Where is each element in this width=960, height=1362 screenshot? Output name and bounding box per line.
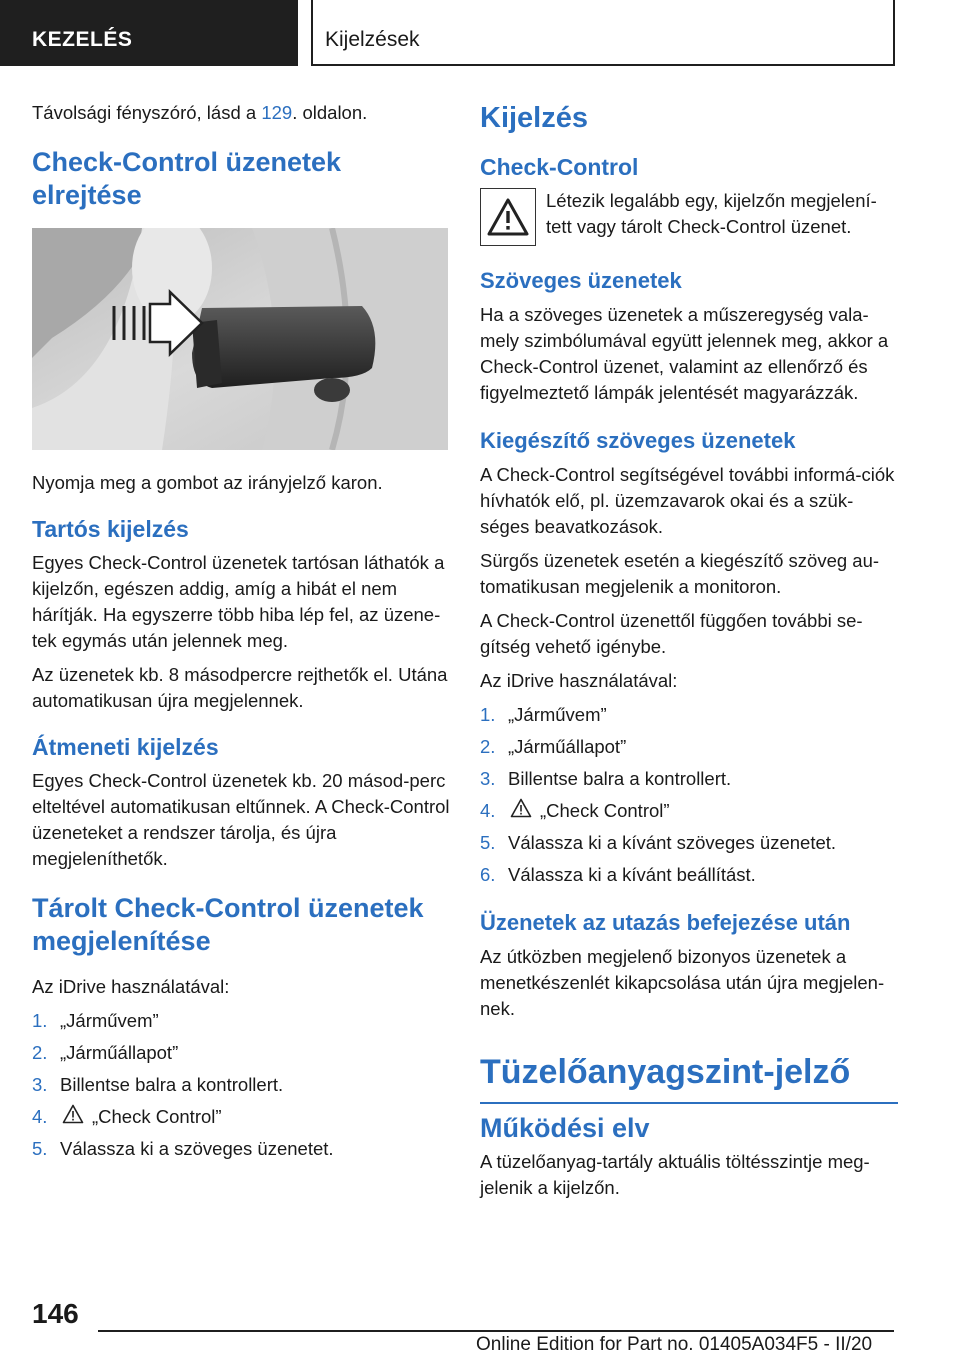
step-number: 5. bbox=[480, 832, 496, 853]
list-item bbox=[32, 1136, 450, 1162]
edition-note: Online Edition for Part no. 01405A034F5 - II/20 bbox=[476, 1334, 873, 1355]
list-item bbox=[480, 830, 898, 856]
warning-triangle-icon bbox=[486, 197, 530, 237]
list-item bbox=[480, 798, 898, 824]
list-item bbox=[32, 1040, 450, 1066]
list-item bbox=[32, 1072, 450, 1098]
step-number: 4. bbox=[32, 1106, 48, 1127]
section-tab: KEZELÉS bbox=[0, 0, 298, 66]
step-number: 1. bbox=[32, 1010, 48, 1031]
supp-steps-list bbox=[480, 702, 898, 888]
stored-intro: Az iDrive használatával: bbox=[32, 976, 230, 997]
list-item bbox=[480, 702, 898, 728]
heading-persistent: Tartós kijelzés bbox=[32, 516, 189, 542]
heading-text-messages: Szöveges üzenetek bbox=[480, 268, 682, 293]
step-text: Válassza ki a kívánt beállítást. bbox=[508, 864, 756, 885]
intro-text-end: . oldalon. bbox=[292, 102, 368, 123]
heading-after-trip: Üzenetek az utazás befejezése után bbox=[480, 910, 851, 935]
list-item bbox=[480, 862, 898, 888]
step-text: „Járműállapot” bbox=[508, 736, 627, 757]
footer-divider bbox=[98, 1330, 894, 1332]
heading-stored-messages: Tárolt Check-Control üzenetek megjelenítése bbox=[32, 893, 424, 956]
list-item bbox=[480, 734, 898, 760]
principle-paragraph: A tüzelőanyag-tartály aktuális töltésszintje meg-jelenik a kijelzőn. bbox=[480, 1151, 870, 1198]
step-text: Billentse balra a kontrollert. bbox=[508, 768, 732, 789]
check-control-symbol-row bbox=[480, 188, 898, 246]
heading-principle: Működési elv bbox=[480, 1113, 650, 1143]
left-column bbox=[32, 100, 450, 1168]
page-number: 146 bbox=[32, 1298, 79, 1329]
heading-supplementary: Kiegészítő szöveges üzenetek bbox=[480, 428, 796, 453]
step-text: „Járművem” bbox=[508, 704, 607, 725]
list-item bbox=[32, 1008, 450, 1034]
warning-symbol-box bbox=[480, 188, 536, 246]
step-text: „Járműállapot” bbox=[60, 1042, 179, 1063]
supp-paragraph-2: Sürgős üzenetek esetén a kiegészítő szöveg au-tomatikusan megjelenik a monitoron. bbox=[480, 550, 880, 597]
supp-paragraph-4: Az iDrive használatával: bbox=[480, 670, 678, 691]
step-number: 3. bbox=[480, 768, 496, 789]
step-number: 3. bbox=[32, 1074, 48, 1095]
temporary-paragraph: Egyes Check-Control üzenetek kb. 20 másod-perc elteltével automatikusan eltűnnek. A Check-Control üzeneteket a rendszer tárolja, és újra megjeleníthetők. bbox=[32, 770, 450, 869]
list-item bbox=[480, 766, 898, 792]
step-text: „Check Control” bbox=[92, 1106, 222, 1127]
page-link[interactable]: 129 bbox=[261, 102, 293, 123]
step-number: 6. bbox=[480, 864, 496, 885]
warning-triangle-icon bbox=[510, 798, 532, 818]
persistent-paragraph-1: Egyes Check-Control üzenetek tartósan láthatók a kijelzőn, egészen addig, amíg a hibát el nem hárítják. Ha egyszerre több hiba lép fel, az üzene-tek egymás után jelennek meg. bbox=[32, 552, 445, 651]
step-number: 5. bbox=[32, 1138, 48, 1159]
list-item bbox=[32, 1104, 450, 1130]
persistent-paragraph-2: Az üzenetek kb. 8 másodpercre rejthetők el. Utána automatikusan újra megjelennek. bbox=[32, 664, 448, 711]
heading-hide-messages: Check-Control üzenetek elrejtése bbox=[32, 147, 342, 210]
step-text: Válassza ki a kívánt szöveges üzenetet. bbox=[508, 832, 837, 853]
step-text: Válassza ki a szöveges üzenetet. bbox=[60, 1138, 334, 1159]
text-messages-paragraph: Ha a szöveges üzenetek a műszeregység vala-mely szimbólumával együtt jelennek meg, akkor a Check-Control üzenet, valamint az ellenőrző és figyelmeztető lámpák jelentését magyarázzák. bbox=[480, 304, 889, 403]
after-trip-paragraph: Az útközben megjelenő bizonyos üzenetek a menetkészenlét kikapcsolása után újra megjelen-nek. bbox=[480, 946, 885, 1019]
heading-fuel-gauge: Tüzelőanyagszint-jelző bbox=[480, 1050, 898, 1104]
check-control-text: Létezik legalább egy, kijelzőn megjelení-tett vagy tárolt Check-Control üzenet. bbox=[546, 190, 877, 237]
warning-triangle-icon bbox=[62, 1104, 84, 1124]
chapter-tab: Kijelzések bbox=[311, 0, 895, 66]
figure-caption: Nyomja meg a gombot az irányjelző karon. bbox=[32, 472, 383, 493]
step-number: 1. bbox=[480, 704, 496, 725]
supp-paragraph-1: A Check-Control segítségével további informá-ciók hívhatók elő, pl. üzemzavarok okai és a szük-séges beavatkozások. bbox=[480, 464, 895, 537]
step-number: 2. bbox=[480, 736, 496, 757]
step-text: „Járművem” bbox=[60, 1010, 159, 1031]
heading-display: Kijelzés bbox=[480, 102, 588, 134]
turn-signal-lever-figure bbox=[32, 228, 448, 450]
supp-paragraph-3: A Check-Control üzenettől függően további se-gítség vehető igénybe. bbox=[480, 610, 863, 657]
right-column bbox=[480, 100, 898, 1209]
heading-check-control: Check-Control bbox=[480, 154, 639, 180]
page-header bbox=[0, 0, 960, 66]
step-number: 2. bbox=[32, 1042, 48, 1063]
step-text: „Check Control” bbox=[540, 800, 670, 821]
step-text: Billentse balra a kontrollert. bbox=[60, 1074, 284, 1095]
intro-text: Távolsági fényszóró, lásd a bbox=[32, 102, 262, 123]
heading-temporary: Átmeneti kijelzés bbox=[32, 734, 219, 760]
stored-steps-list bbox=[32, 1008, 450, 1162]
step-number: 4. bbox=[480, 800, 496, 821]
intro-paragraph bbox=[32, 100, 450, 126]
